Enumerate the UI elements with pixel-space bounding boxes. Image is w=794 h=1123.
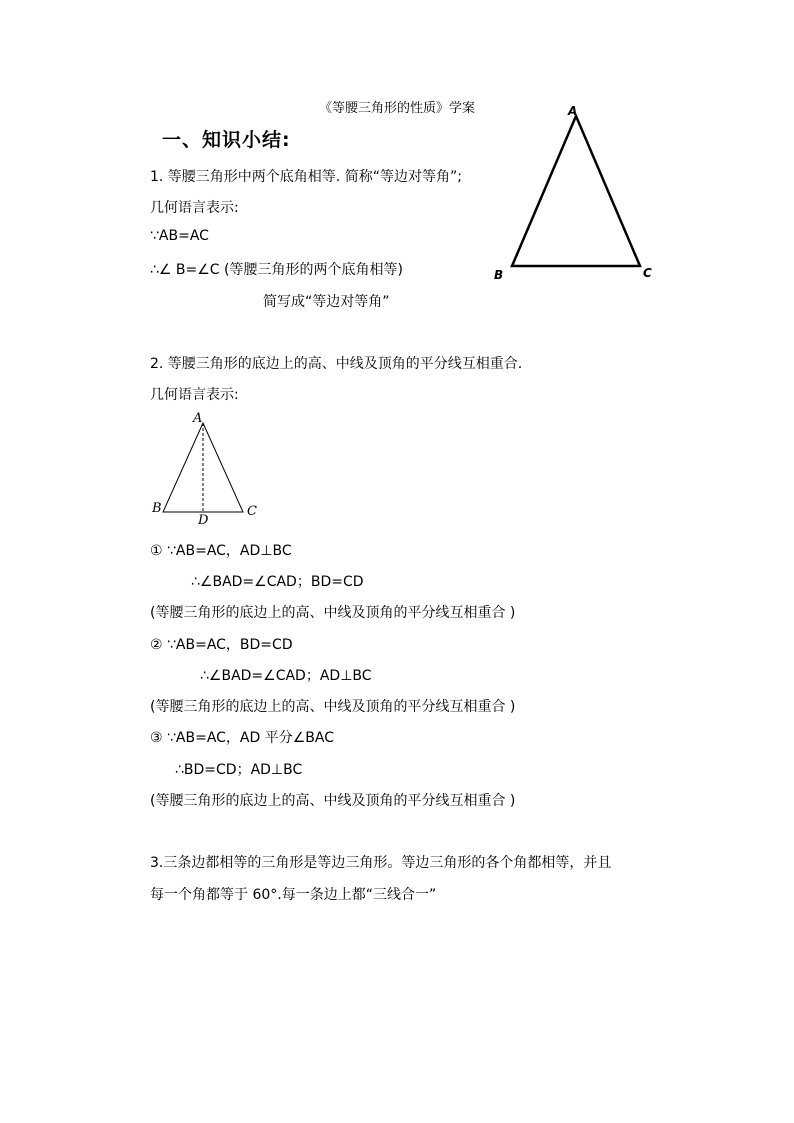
case-3-therefore: ∴BD=CD；AD⊥BC [175, 762, 303, 778]
vertex-label-c-2: C [247, 504, 257, 519]
point-label-d: D [198, 513, 209, 528]
vertex-label-a-2: A [193, 411, 203, 426]
property-3-line-2: 每一个角都等于 60°.每一条边上都“三线合一” [150, 887, 437, 903]
vertex-label-c: C [643, 266, 652, 280]
case-3-because: ③ ∵AB=AC，AD 平分∠BAC [150, 730, 334, 746]
case-2-reason: (等腰三角形的底边上的高、中线及顶角的平分线互相重合 ) [150, 699, 516, 715]
property-2-statement: 2. 等腰三角形的底边上的高、中线及顶角的平分线互相重合. [150, 356, 523, 372]
case-1-because: ① ∵AB=AC，AD⊥BC [150, 543, 292, 559]
case-1-therefore: ∴∠BAD=∠CAD；BD=CD [191, 574, 364, 590]
case-1-reason: (等腰三角形的底边上的高、中线及顶角的平分线互相重合 ) [150, 605, 516, 621]
vertex-label-a: A [568, 104, 578, 118]
property-3-line-1: 3.三条边都相等的三角形是等边三角形。等边三角形的各个角都相等，并且 [150, 855, 612, 871]
document-title: 《等腰三角形的性质》学案 [318, 101, 475, 116]
property-1-short-form: 简写成“等边对等角” [263, 294, 390, 310]
property-1-geo-language: 几何语言表示: [150, 200, 239, 216]
section-heading: 一、知识小结: [162, 129, 291, 151]
vertex-label-b: B [494, 268, 504, 282]
case-2-therefore: ∴∠BAD=∠CAD；AD⊥BC [200, 668, 372, 684]
case-3-reason: (等腰三角形的底边上的高、中线及顶角的平分线互相重合 ) [150, 793, 516, 809]
case-2-because: ② ∵AB=AC，BD=CD [150, 637, 293, 653]
vertex-label-b-2: B [152, 501, 162, 516]
property-2-geo-language: 几何语言表示: [150, 387, 239, 403]
property-1-statement: 1. 等腰三角形中两个底角相等. 简称“等边对等角”; [150, 169, 462, 185]
property-1-because: ∵AB=AC [150, 228, 209, 244]
property-1-therefore: ∴∠ B=∠C (等腰三角形的两个底角相等) [150, 262, 403, 278]
